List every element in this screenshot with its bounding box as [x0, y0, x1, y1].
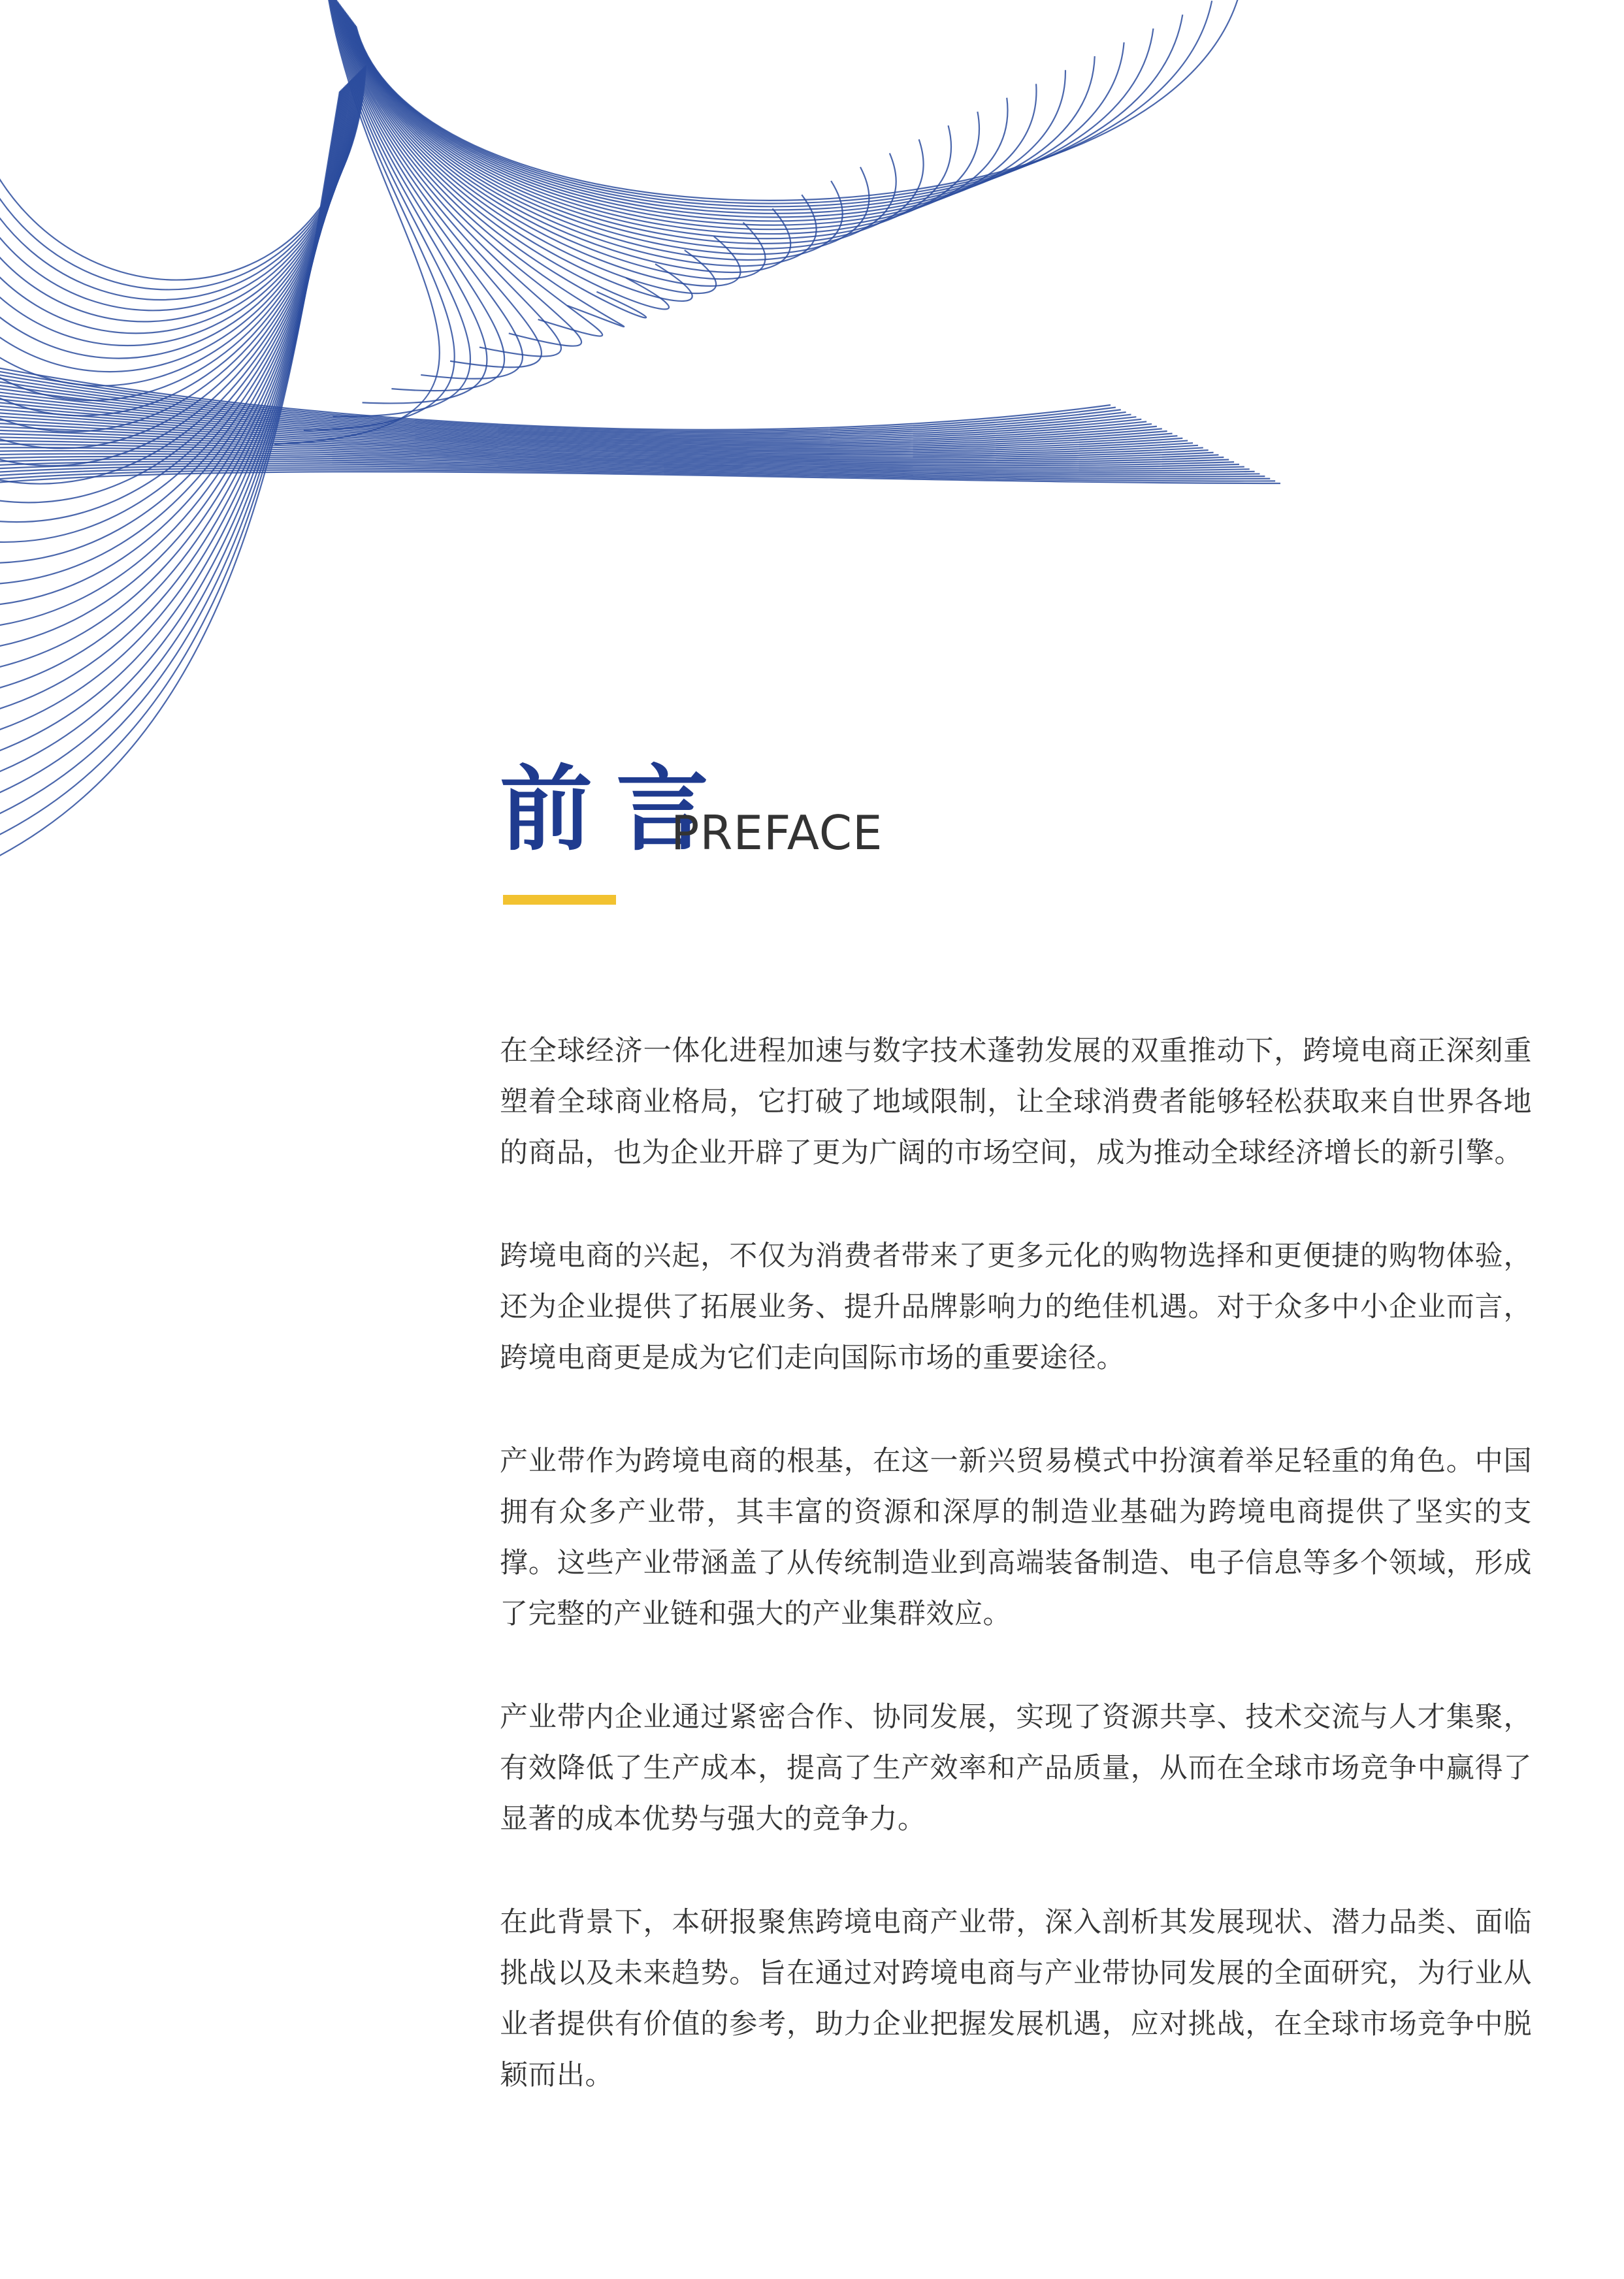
preface-paragraph-5: 在此背景下，本研报聚焦跨境电商产业带，深入剖析其发展现状、潜力品类、面临挑战以及未来趋势。旨在通过对跨境电商与产业带协同发展的全面研究，为行业从业者提供有价值的参考，助力企业把握发展机遇，应对挑战，在全球市场竞争中脱颖而出。 [500, 1906, 1532, 2092]
preface-paragraph-3: 产业带作为跨境电商的根基，在这一新兴贸易模式中扮演着举足轻重的角色。中国拥有众多产业带，其丰富的资源和深厚的制造业基础为跨境电商提供了坚实的支撑。这些产业带涵盖了从传统制造业到高端装备制造、电子信息等多个领域，形成了完整的产业链和强大的产业集群效应。 [500, 1445, 1532, 1630]
preface-paragraph-1: 在全球经济一体化进程加速与数字技术蓬勃发展的双重推动下，跨境电商正深刻重塑着全球商业格局，它打破了地域限制，让全球消费者能够轻松获取来自世界各地的商品，也为企业开辟了更为广阔的市场空间，成为推动全球经济增长的新引擎。 [500, 1035, 1532, 1169]
preface-paragraph-4: 产业带内企业通过紧密合作、协同发展，实现了资源共享、技术交流与人才集聚，有效降低了生产成本，提高了生产效率和产品质量，从而在全球市场竞争中赢得了显著的成本优势与强大的竞争力。 [500, 1701, 1532, 1835]
preface-body [500, 1026, 1532, 2153]
page-title-en: PREFACE [671, 805, 883, 860]
geometric-line-pattern-icon [0, 0, 1624, 914]
page-title-cn: 前言 [500, 756, 732, 864]
title-underline [503, 895, 616, 905]
preface-paragraph-2: 跨境电商的兴起，不仅为消费者带来了更多元化的购物选择和更便捷的购物体验，还为企业提供了拓展业务、提升品牌影响力的绝佳机遇。对于众多中小企业而言，跨境电商更是成为它们走向国际市场的重要途径。 [500, 1240, 1532, 1374]
